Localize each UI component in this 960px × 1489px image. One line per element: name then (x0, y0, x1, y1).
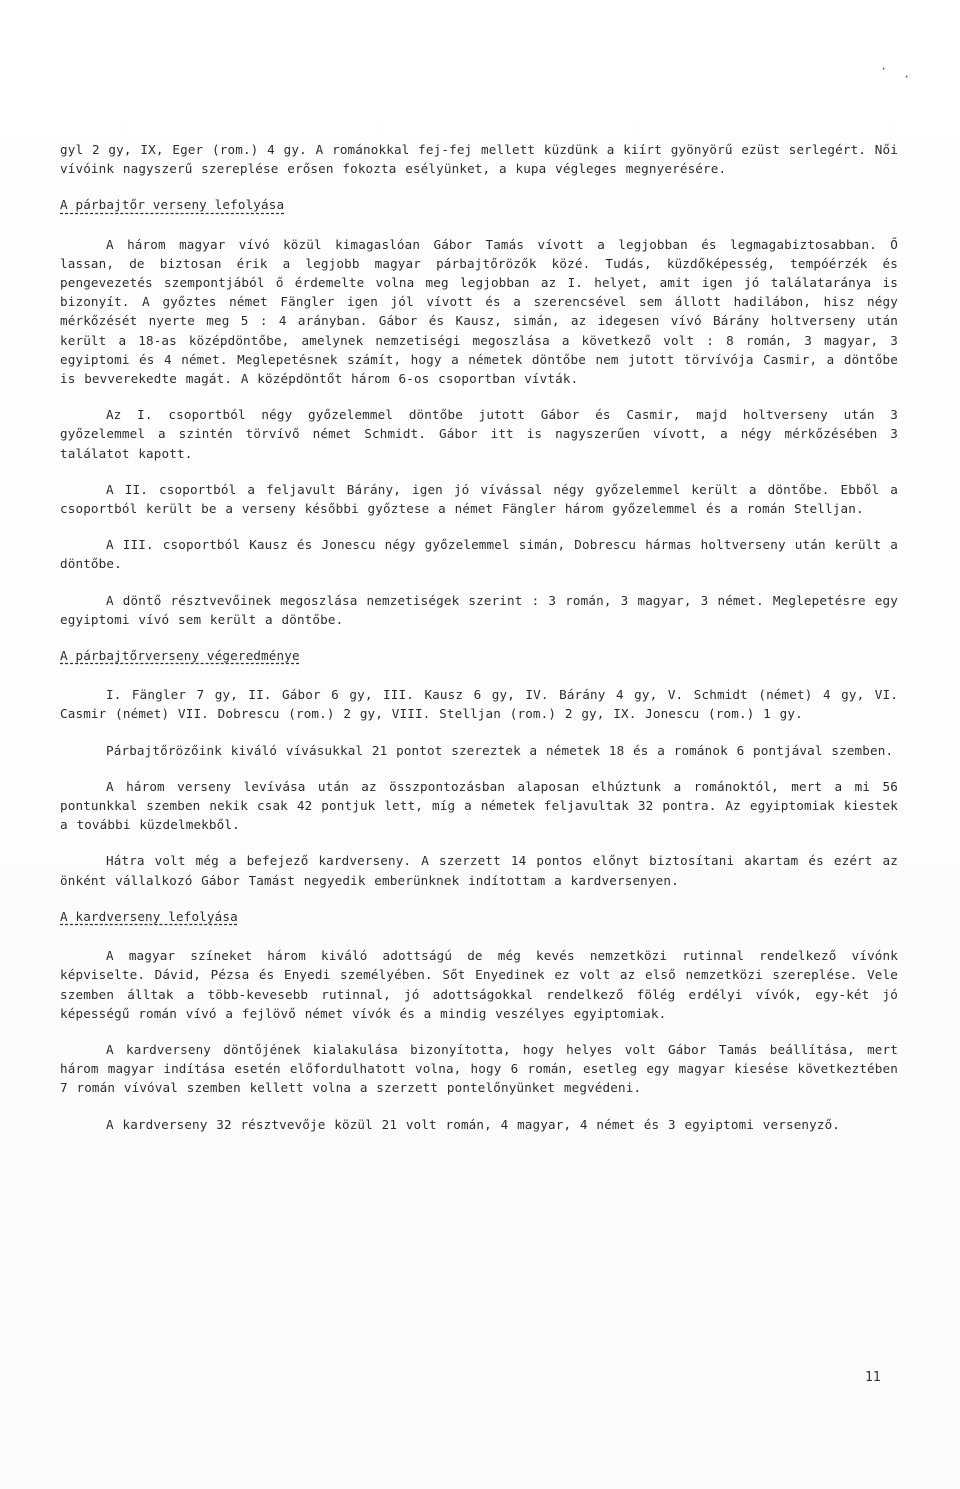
paragraph-overall-standing: A három verseny levívása után az összpontozásban alaposan elhúztunk a románoktól, mert a mi 56 pontunkkal szemben nekik csak 42 pontjuk lett, míg a németek feljavultak 32 pontra. Az egyiptomiak kiestek a további küzdelmekből. (60, 778, 898, 833)
paragraph-group-1: Az I. csoportból négy győzelemmel döntőbe jutott Gábor és Casmir, majd holtverseny után 3 győzelemmel a szintén törvívő német Schmidt. Gábor itt is nagyszerűen vívott, a négy mérkőzésében 3 találatot kapott. (60, 407, 898, 461)
section-heading-epee-results: A párbajtőrverseny végeredménye (60, 648, 300, 664)
paragraph-epee-points: Párbajtőrözőink kiváló vívásukkal 21 pontot szereztek a németek 18 és a románok 6 pontjával szemben. (106, 742, 894, 758)
stray-mark: · (880, 62, 888, 76)
paragraph-group-2: A II. csoportból a feljavult Bárány, igen jó vívással négy győzelemmel került a döntőbe. Ebből a csoportból került be a verseny későbbi győztese a német Fängler három győzelemmel és a román Stelljan. (60, 481, 898, 517)
paragraph-sabre-final: A kardverseny döntőjének kialakulása bizonyította, hogy helyes volt Gábor Tamás beállítása, mert három magyar indítása esetén előfordulhatott volna, hogy 6 román, esetleg egy magyar kiesése következtében 7 román vívóval szemben kellett volna a szerzett pontelőnyünket megvédeni. (60, 1041, 898, 1096)
stray-mark: · (903, 70, 911, 84)
paragraph-cup-intro: gyl 2 gy, IX, Eger (rom.) 4 gy. A románokkal fej-fej mellett küzdünk a kiírt gyönyörű ezüst serlegért. Női vívóink nagyszerű szereplése erősen fokozta esélyünket, a kupa végleges megnyerésére. (60, 142, 898, 177)
paragraph-final-nationalities: A döntő résztvevőinek megoszlása nemzetiségek szerint : 3 román, 3 magyar, 3 német. Meglepetésre egy egyiptomi vívó sem került a döntőbe. (60, 592, 898, 627)
paragraph-sabre-team: A magyar színeket három kiváló adottságú de még kevés nemzetközi rutinnal rendelkező vívónk képviselte. Dávid, Pézsa és Enyedi személyében. Sőt Enyedinek ez volt az első nemzetközi szereplése. Vele szemben álltak a több-kevesebb rutinnal, jó adottságokkal rendelkező fölég erdélyi vívók, egy-két jó képességű román vívó a fejlövő német vívók és a mindig veszélyes egyiptomiak. (60, 948, 898, 1021)
page-number: 11 (865, 1370, 881, 1385)
paragraph-epee-course: A három magyar vívó közül kimagaslóan Gábor Tamás vívott a legjobban és legmagabiztosabban. Ő lassan, de biztosan érik a legjobb magyar párbajtőrözők közé. Tudás, küzdőképesség, tempóérzék és pengevezetés szempontjából ő érdemelte volna meg legjobban az I. helyet, amit igen jó találataránya is bizonyít. A győztes német Fängler igen jól vívott és a szerencsével sem állott hadilábon, hisz négy mérkőzését nyerte meg 5 : 4 arányban. Gábor és Kausz, simán, az idegesen vívó Bárány holtverseny után került a 18-as középdöntőbe, amelynek nemzetiségi megoszlása a következő volt : 8 román, 3 magyar, 3 egyiptomi és 4 német. Meglepetésnek számít, hogy a németek döntőbe nem jutott törvívója Casmir, a döntőbe is bevverekedte magát. A középdöntőt három 6-os csoportban vívták. (60, 236, 898, 387)
paragraph-group-3: A III. csoportból Kausz és Jonescu négy győzelemmel simán, Dobrescu hármas holtverseny után került a döntőbe. (60, 537, 898, 572)
paragraph-sabre-intro: Hátra volt még a befejező kardverseny. A szerzett 14 pontos előnyt biztosítani akartam és ezért az önként vállalkozó Gábor Tamást negyedik emberünknek indítottam a kardversenyen. (60, 853, 898, 888)
document-body (60, 140, 898, 1151)
paragraph-epee-results: I. Fängler 7 gy, II. Gábor 6 gy, III. Kausz 6 gy, IV. Bárány 4 gy, V. Schmidt (német) 4 gy, VI. Casmir (német) VII. Dobrescu (rom.) 2 gy, VIII. Stelljan (rom.) 2 gy, IX. Jonescu (rom.) 1 gy. (60, 687, 898, 722)
paragraph-sabre-participants: A kardverseny 32 résztvevője közül 21 volt román, 4 magyar, 4 német és 3 egyiptomi versenyző. (106, 1116, 841, 1132)
section-heading-epee-course: A párbajtőr verseny lefolyása (60, 197, 285, 213)
section-heading-sabre-course: A kardverseny lefolyása (60, 908, 238, 924)
